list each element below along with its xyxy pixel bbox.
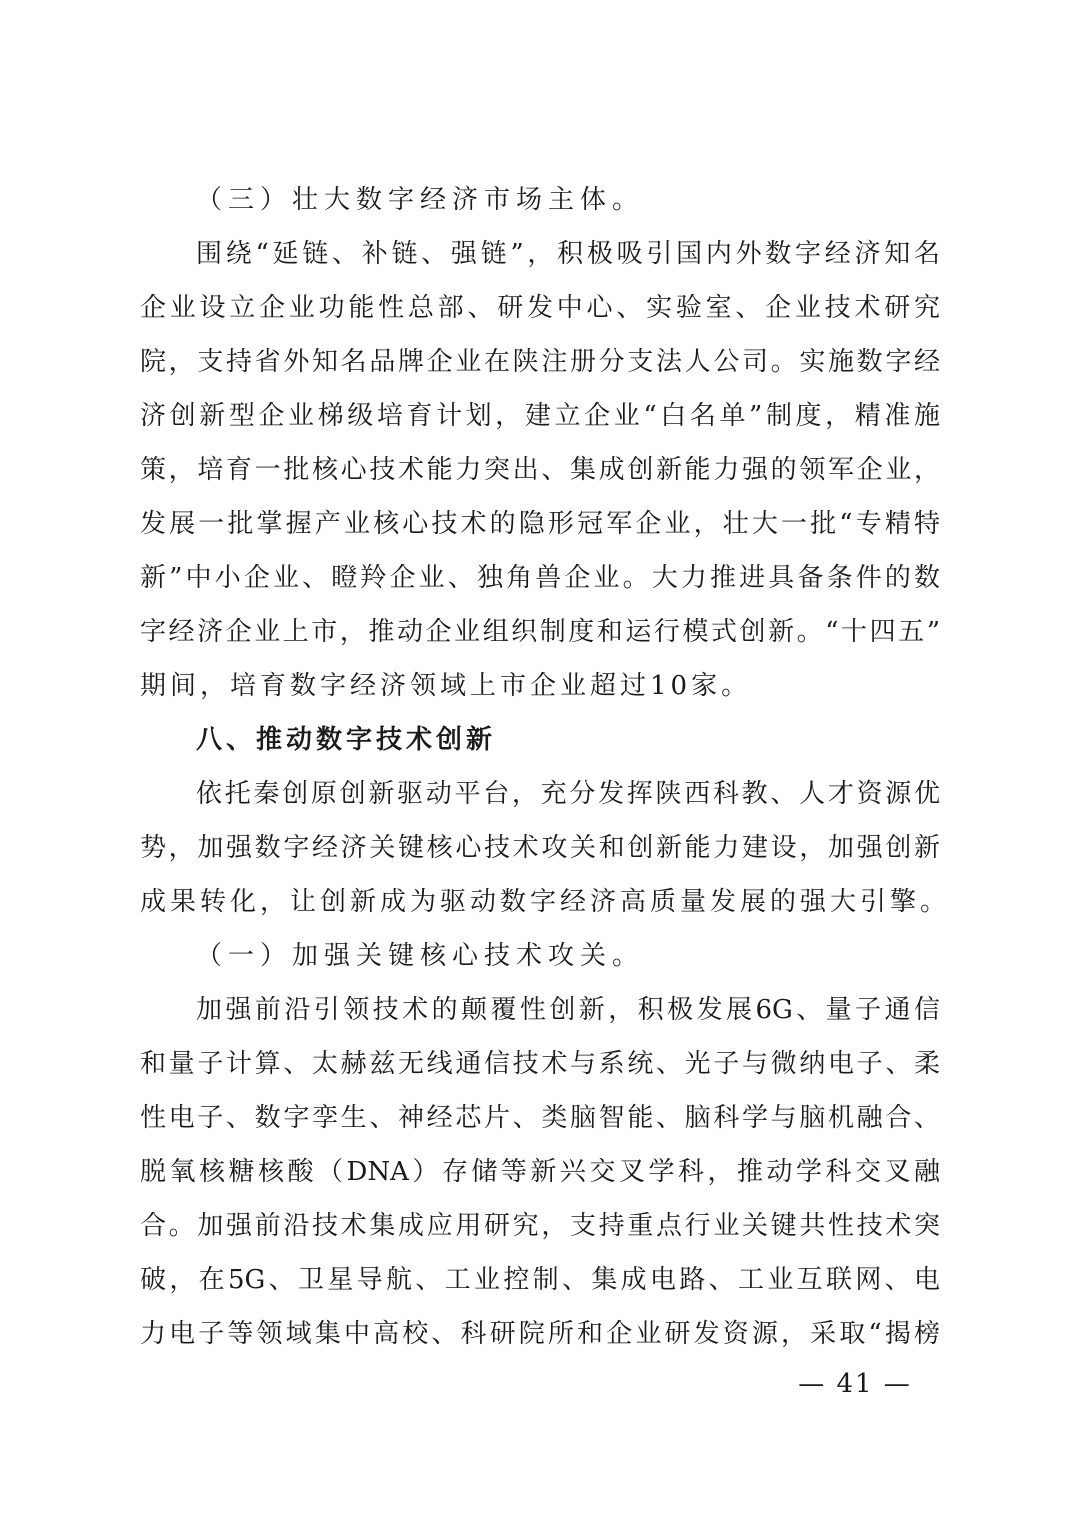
section-heading-3: （三）壮大数字经济市场主体。 [196, 185, 645, 215]
paragraph-line: 字经济企业上市，推动企业组织制度和运行模式创新。“十四五” [140, 617, 940, 647]
paragraph-line: 和量子计算、太赫兹无线通信技术与系统、光子与微纳电子、柔 [140, 1049, 940, 1079]
paragraph-line: 济创新型企业梯级培育计划，建立企业“白名单”制度，精准施 [140, 401, 940, 431]
paragraph-line: 力电子等领域集中高校、科研院所和企业研发资源，采取“揭榜 [140, 1319, 940, 1349]
section-heading-1: （一）加强关键核心技术攻关。 [196, 941, 645, 971]
paragraph-line: 势，加强数字经济关键核心技术攻关和创新能力建设，加强创新 [140, 833, 940, 863]
page-number: — 41 — [798, 1369, 912, 1399]
paragraph-line: 性电子、数字孪生、神经芯片、类脑智能、脑科学与脑机融合、 [140, 1103, 940, 1133]
paragraph-line: 院，支持省外知名品牌企业在陕注册分支法人公司。实施数字经 [140, 347, 940, 377]
paragraph-line: 破，在5G、卫星导航、工业控制、集成电路、工业互联网、电 [140, 1265, 940, 1295]
paragraph-line: 策，培育一批核心技术能力突出、集成创新能力强的领军企业， [140, 455, 940, 485]
paragraph-line: 依托秦创原创新驱动平台，充分发挥陕西科教、人才资源优 [196, 779, 940, 809]
paragraph-line: 新”中小企业、瞪羚企业、独角兽企业。大力推进具备条件的数 [140, 563, 940, 593]
paragraph-line: 成果转化，让创新成为驱动数字经济高质量发展的强大引擎。 [140, 887, 951, 917]
paragraph-line: 加强前沿引领技术的颠覆性创新，积极发展6G、量子通信 [196, 995, 940, 1025]
paragraph-line: 脱氧核糖核酸（DNA）存储等新兴交叉学科，推动学科交叉融 [140, 1157, 940, 1187]
paragraph-line: 企业设立企业功能性总部、研发中心、实验室、企业技术研究 [140, 293, 940, 323]
paragraph-line: 围绕“延链、补链、强链”，积极吸引国内外数字经济知名 [196, 239, 940, 269]
paragraph-line: 发展一批掌握产业核心技术的隐形冠军企业，壮大一批“专精特 [140, 509, 940, 539]
paragraph-line: 合。加强前沿技术集成应用研究，支持重点行业关键共性技术突 [140, 1211, 940, 1241]
paragraph-line: 期间，培育数字经济领域上市企业超过10家。 [140, 671, 752, 701]
chapter-heading-8: 八、推动数字技术创新 [196, 725, 497, 755]
